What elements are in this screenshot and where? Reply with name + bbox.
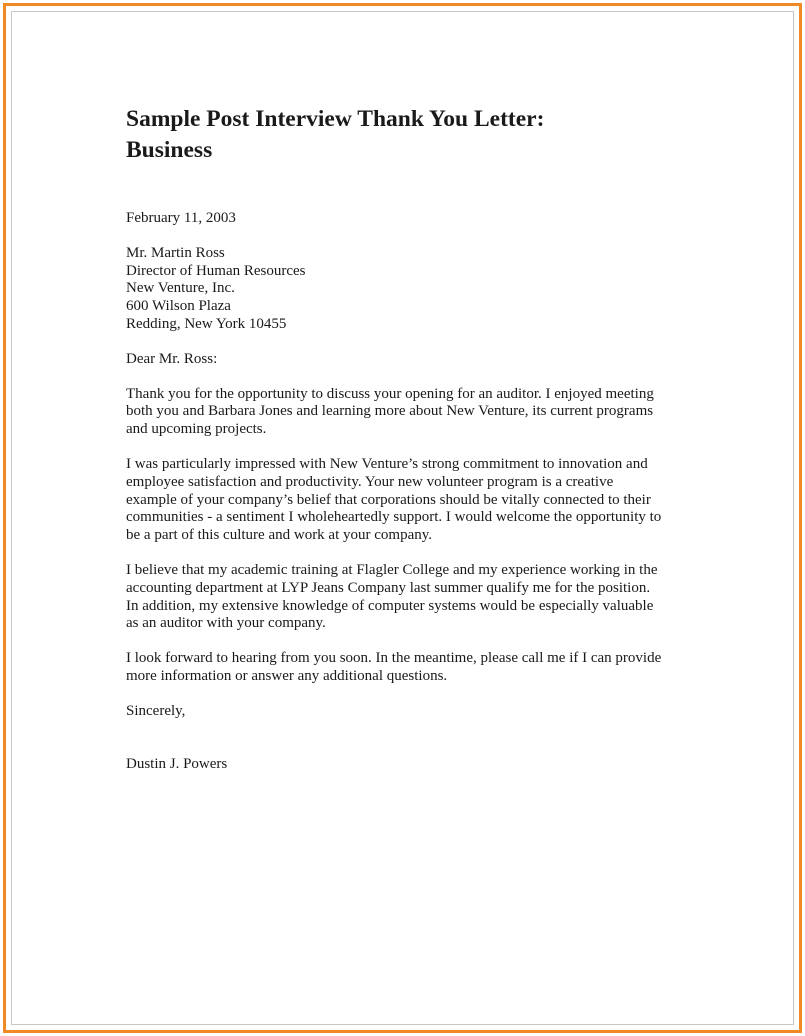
paragraph-line: be a part of this culture and work at your company. bbox=[126, 527, 433, 544]
paragraph-3 bbox=[126, 562, 686, 633]
paragraph-line: I look forward to hearing from you soon. In the meantime, please call me if I can provide bbox=[126, 650, 662, 667]
recipient-address bbox=[126, 245, 686, 334]
recipient-city: Redding, New York 10455 bbox=[126, 315, 287, 332]
recipient-title: Director of Human Resources bbox=[126, 262, 306, 279]
title-line: Sample Post Interview Thank You Letter: bbox=[126, 106, 545, 132]
closing: Sincerely, bbox=[126, 702, 186, 719]
signature-name: Dustin J. Powers bbox=[126, 755, 228, 772]
paragraph-line: Thank you for the opportunity to discuss your opening for an auditor. I enjoyed meeting bbox=[126, 385, 654, 402]
letter-body bbox=[126, 104, 686, 773]
letter-title bbox=[126, 104, 686, 166]
recipient-company: New Venture, Inc. bbox=[126, 280, 235, 297]
paragraph-line: communities - a sentiment I wholeheartedly support. I would welcome the opportunity to bbox=[126, 509, 662, 526]
recipient-street: 600 Wilson Plaza bbox=[126, 298, 231, 315]
paragraph-line: In addition, my extensive knowledge of computer systems would be especially valuable bbox=[126, 597, 654, 614]
recipient-name: Mr. Martin Ross bbox=[126, 244, 225, 261]
salutation: Dear Mr. Ross: bbox=[126, 350, 218, 367]
paragraph-line: as an auditor with your company. bbox=[126, 615, 326, 632]
paragraph-4 bbox=[126, 650, 686, 686]
title-line: Business bbox=[126, 137, 213, 163]
paragraph-line: more information or answer any additional questions. bbox=[126, 667, 448, 684]
paragraph-line: and upcoming projects. bbox=[126, 421, 267, 438]
paragraph-line: I believe that my academic training at Flagler College and my experience working in the bbox=[126, 561, 658, 578]
letter-date: February 11, 2003 bbox=[126, 210, 236, 226]
paragraph-line: example of your company’s belief that corporations should be vitally connected to their bbox=[126, 491, 651, 508]
paragraph-line: I was particularly impressed with New Venture’s strong commitment to innovation and bbox=[126, 455, 648, 472]
paragraph-line: employee satisfaction and productivity. Your new volunteer program is a creative bbox=[126, 473, 614, 490]
paragraph-1 bbox=[126, 386, 686, 439]
paragraph-line: both you and Barbara Jones and learning more about New Venture, its current programs bbox=[126, 403, 654, 420]
paragraph-2 bbox=[126, 456, 686, 545]
paragraph-line: accounting department at LYP Jeans Company last summer qualify me for the position. bbox=[126, 579, 651, 596]
